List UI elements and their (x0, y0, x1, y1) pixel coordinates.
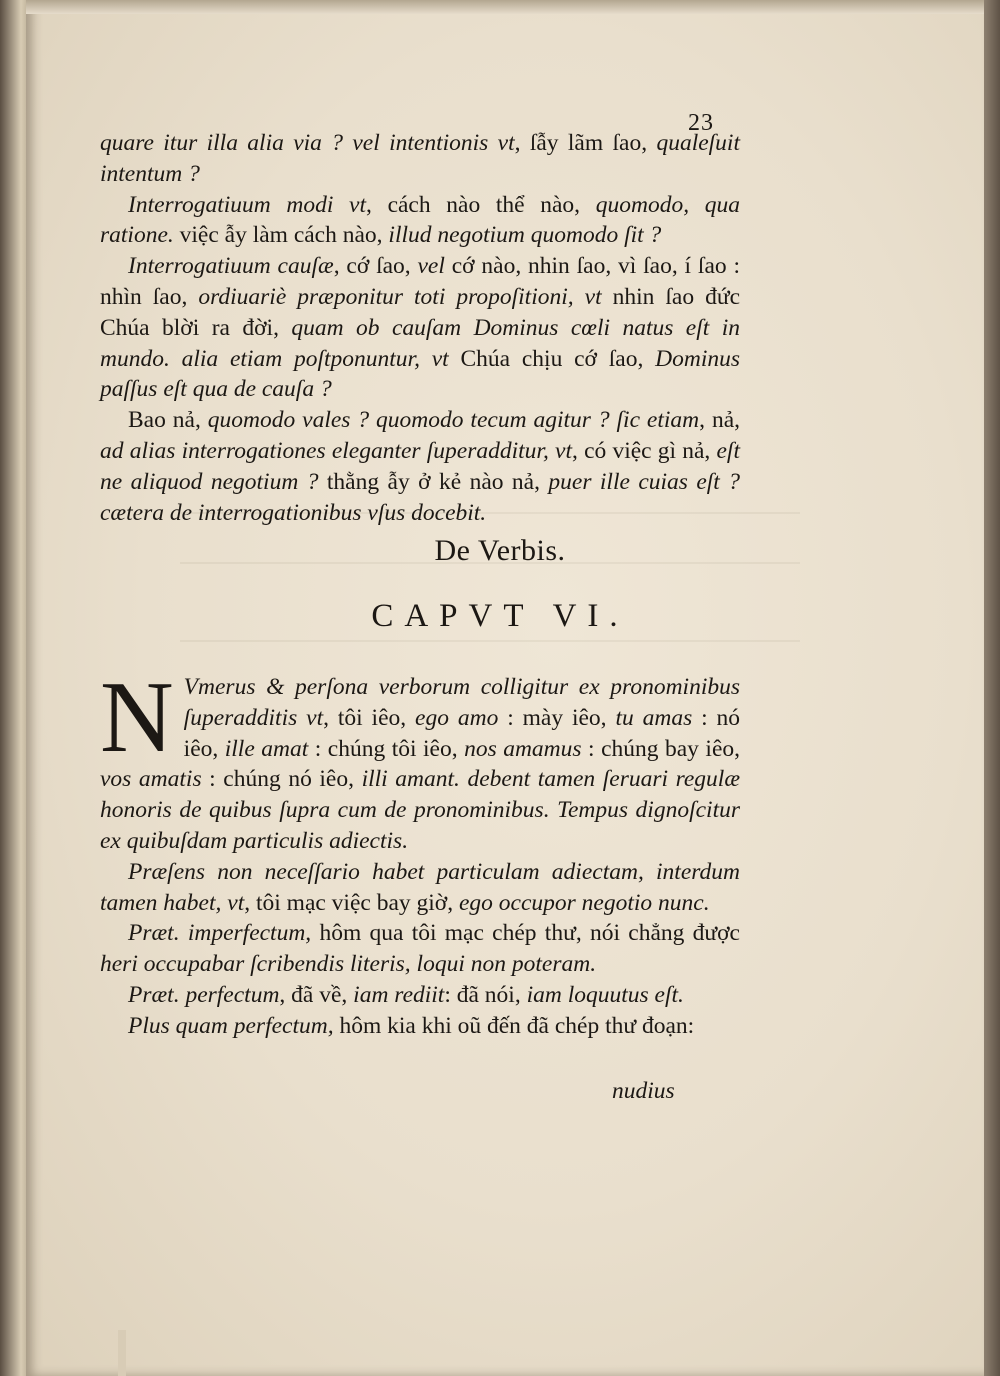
latin-text: Præt. imperfectum, (128, 920, 312, 947)
latin-text: vel (417, 253, 445, 280)
vietnamese-text: hôm kia khi oũ đến đã chép thư đoạn: (333, 1012, 695, 1039)
vietnamese-text: , có việc gì nả, (572, 437, 717, 464)
latin-text: quam ob cauſam Dominus cœli natus eſt in mundo. alia etiam poſtponuntur, vt (100, 314, 740, 372)
chapter-title: CAPVT VI. (371, 598, 629, 634)
paragraph-imperfectum (100, 918, 740, 980)
latin-text: quomodo, qua ratione. (100, 191, 740, 249)
paragraph-interrogative-end (100, 128, 740, 190)
latin-text: ego amo (415, 704, 499, 731)
vietnamese-text: : nó iêo, (183, 704, 741, 762)
vietnamese-text: Chúa chịu cớ ſao, (448, 345, 656, 372)
chapter-text-block (100, 661, 741, 1042)
section-title: De Verbis. (434, 534, 566, 567)
vietnamese-text: , đã về, (279, 981, 354, 1008)
latin-text: eſt ne aliquod negotium ? (100, 437, 740, 495)
latin-text: qualeſuit intentum ? (100, 130, 740, 187)
latin-text: nos amamus (464, 735, 582, 762)
latin-text: Plus quam perfectum, (128, 1012, 334, 1039)
catchword: nudius (612, 1078, 675, 1104)
latin-text: ille amat (224, 735, 309, 762)
page-top-edge (26, 0, 986, 14)
vietnamese-text: , cớ ſao, (333, 253, 418, 280)
latin-text: ad alias interrogationes eleganter ſuperadditur, vt (100, 437, 572, 464)
paragraph-plusquamperfectum (100, 1011, 740, 1042)
vietnamese-text: : chúng bay iêo, (581, 735, 740, 762)
latin-text: Interrogatiuum modi vt (128, 191, 367, 218)
latin-text: Vmerus & perſona verborum colligitur ex pronominibus ſuperadditis vt (183, 674, 740, 731)
latin-text: iam loquutus eſt. (526, 981, 684, 1008)
vietnamese-text: thằng ẫy ở kẻ nào nả, (318, 468, 549, 495)
latin-text: illud negotium quomodo ſit ? (388, 222, 662, 249)
latin-text: Dominus paſſus eſt qua de cauſa ? (100, 345, 740, 403)
drop-cap: N (100, 661, 174, 774)
paragraph-interrogative-mode (100, 190, 740, 252)
paragraph-praesens (100, 857, 740, 919)
vietnamese-text: , nả, (699, 407, 740, 434)
latin-text: heri occupabar ſcribendis literis, loqui non poteram. (100, 951, 597, 978)
vietnamese-text: nhin ſao đức Chúa blời ra đời, (100, 283, 740, 341)
page-number: 23 (688, 110, 714, 136)
vietnamese-text: : chúng tôi iêo, (308, 735, 465, 762)
latin-text: quomodo vales ? quomodo tecum agitur ? ſic etiam (207, 407, 700, 434)
vietnamese-text: : mày iêo, (498, 704, 616, 731)
vietnamese-text: : đã nói, (444, 981, 527, 1008)
latin-text: Præſens non neceſſario habet particulam adiectam, interdum tamen habet, vt (100, 858, 740, 916)
paragraph-bao-na (100, 405, 740, 528)
vietnamese-text: , tôi iêo, (323, 704, 416, 731)
paragraph-numerus (100, 661, 741, 857)
vietnamese-text: hôm qua tôi mạc chép thư, nói chẳng được (311, 920, 740, 947)
vietnamese-text: , cách nào thể nào, (366, 191, 596, 218)
top-text-block (100, 128, 740, 528)
vietnamese-text: việc ẫy làm cách nào, (173, 222, 389, 249)
vietnamese-text: , tôi mạc việc bay giờ, (244, 889, 459, 916)
latin-text: iam rediit (353, 981, 445, 1008)
latin-text: quare itur illa alia via ? vel intentionis vt (100, 130, 515, 156)
vietnamese-text: cớ nào, nhin ſao, vì ſao, í ſao : nhìn ſao, (100, 253, 740, 310)
latin-text: vos amatis (100, 766, 202, 793)
paragraph-interrogative-cause (100, 251, 740, 405)
latin-text: tu amas (615, 704, 693, 731)
vietnamese-text: , ſẫy lãm ſao, (514, 130, 657, 156)
bleed-through-line (180, 640, 800, 642)
page-right-edge (984, 0, 1000, 1376)
latin-text: illi amant. debent tamen ſeruari regulæ honoris de quibus ſupra cum de pronominibus. Tempus dignoſcitur ex quibuſdam particulis adiectis. (100, 766, 741, 854)
latin-text: Interrogatiuum cauſæ (128, 253, 334, 280)
latin-text: ego occupor negotio nunc. (458, 889, 710, 916)
paper-tab (118, 1330, 126, 1376)
vietnamese-text: : chúng nó iêo, (201, 766, 362, 793)
latin-text: ordiuariè præponitur toti propoſitioni, vt (198, 283, 602, 310)
latin-text: Præt. perfectum (128, 981, 280, 1008)
latin-text: puer ille cuias eſt ? cætera de interrogationibus vſus docebit. (100, 468, 741, 526)
vietnamese-text: Bao nả, (128, 407, 208, 434)
paragraph-perfectum (100, 980, 740, 1011)
